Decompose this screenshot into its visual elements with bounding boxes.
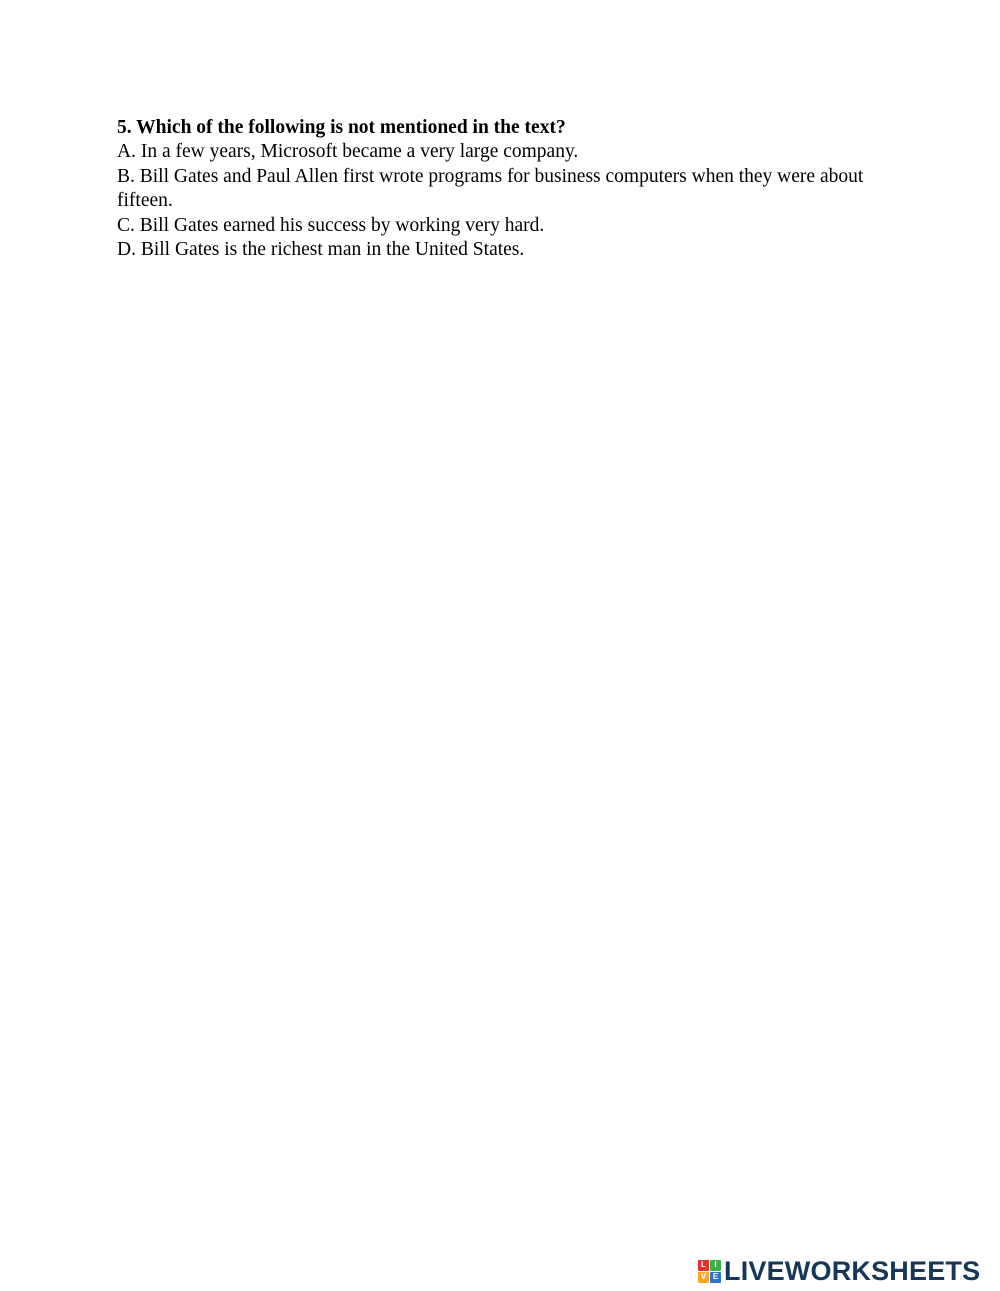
- question-title: 5. Which of the following is not mentioned in the text?: [117, 117, 566, 138]
- question-block: [117, 116, 907, 262]
- logo-text: LIVEWORKSHEETS: [724, 1255, 981, 1286]
- liveworksheets-logo: [698, 1257, 980, 1285]
- logo-mark-letter: E: [710, 1272, 721, 1283]
- option-d: D. Bill Gates is the richest man in the United States.: [117, 239, 525, 261]
- logo-mark-icon: [698, 1260, 721, 1283]
- option-a: A. In a few years, Microsoft became a very large company.: [117, 141, 579, 163]
- logo-mark-letter: L: [698, 1260, 709, 1271]
- option-c: C. Bill Gates earned his success by working very hard.: [117, 214, 545, 236]
- logo-mark-letter: I: [710, 1260, 721, 1271]
- option-b: B. Bill Gates and Paul Allen first wrote programs for business computers when they were about fifteen.: [117, 165, 864, 212]
- logo-mark-letter: V: [698, 1272, 709, 1283]
